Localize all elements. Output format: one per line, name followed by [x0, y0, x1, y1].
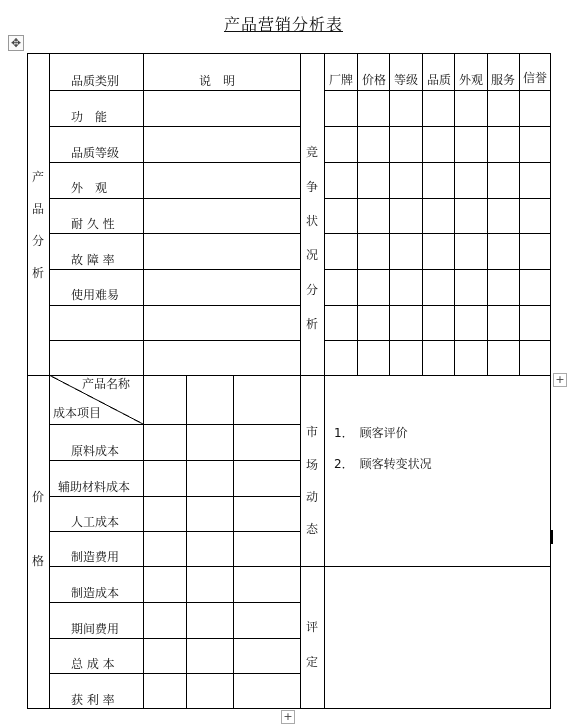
product-row-label: 使用难易: [71, 288, 120, 302]
competition-header: 外观: [459, 73, 484, 87]
add-column-button[interactable]: [281, 710, 295, 724]
move-icon: ✥: [10, 36, 22, 50]
product-row-label: 品质等级: [71, 146, 120, 160]
product-row-label: 外 观: [71, 181, 108, 195]
header-description: 说 明: [199, 74, 236, 88]
competition-header: 信誉: [523, 71, 548, 85]
section-label-price-1: 价: [31, 490, 44, 504]
price-row-label: 原料成本: [71, 444, 120, 458]
price-row-label: 辅助材料成本: [58, 480, 131, 494]
price-row-label: 总 成 本: [71, 657, 115, 671]
section-label-competition-6: 析: [305, 317, 318, 331]
header-product-name: 产品名称: [82, 377, 131, 391]
section-label-product-4: 析: [31, 266, 44, 280]
section-label-competition-3: 状: [305, 214, 318, 228]
section-label-product-2: 品: [31, 202, 44, 216]
section-label-competition-1: 竞: [305, 145, 318, 159]
section-label-market-3: 动: [305, 490, 318, 504]
price-row-label: 期间费用: [71, 622, 120, 636]
market-item-customer-change: 2． 顾客转变状况: [334, 457, 432, 471]
price-row-label: 制造成本: [71, 586, 120, 600]
section-label-evaluation-1: 评: [305, 620, 318, 634]
header-quality-category: 品质类别: [71, 74, 120, 88]
page-title: 产品营销分析表: [223, 15, 343, 34]
plus-icon: +: [283, 710, 293, 723]
section-label-market-4: 态: [305, 522, 318, 536]
competition-header: 厂牌: [329, 73, 354, 87]
market-item-customer-evaluation: 1． 顾客评价: [334, 426, 408, 440]
section-label-competition-2: 争: [305, 180, 318, 194]
competition-header: 品质: [427, 73, 452, 87]
price-row-label: 获 利 率: [71, 693, 115, 707]
header-cost-item: 成本项目: [53, 406, 102, 420]
section-label-evaluation-2: 定: [305, 655, 318, 669]
section-label-competition-4: 况: [305, 248, 318, 262]
section-label-product-1: 产: [31, 170, 44, 184]
section-label-competition-5: 分: [305, 283, 318, 297]
add-row-button[interactable]: [553, 373, 567, 387]
product-row-label: 故 障 率: [71, 253, 115, 267]
competition-header: 服务: [491, 73, 516, 87]
section-label-price-2: 格: [31, 554, 44, 568]
product-row-label: 耐 久 性: [71, 217, 115, 231]
competition-header: 价格: [362, 73, 387, 87]
text-cursor: [550, 530, 553, 544]
price-row-label: 制造费用: [71, 550, 120, 564]
plus-icon: +: [555, 373, 565, 386]
competition-header: 等级: [394, 73, 419, 87]
section-label-market-2: 场: [305, 458, 318, 472]
section-label-product-3: 分: [31, 234, 44, 248]
product-row-label: 功 能: [71, 110, 108, 124]
section-label-market-1: 市: [305, 425, 318, 439]
price-row-label: 人工成本: [71, 515, 120, 529]
